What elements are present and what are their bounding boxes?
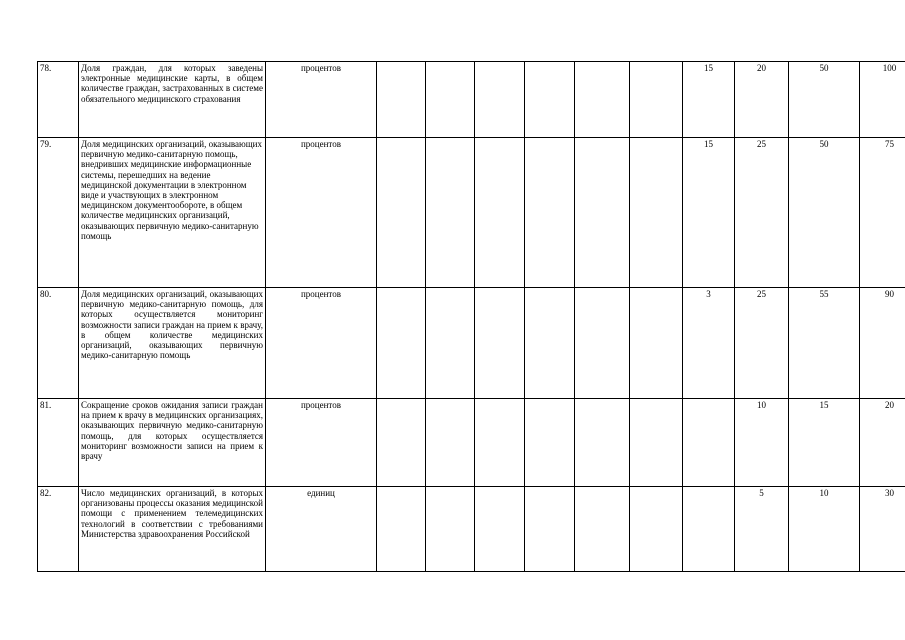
value-cell: 15 [683,62,735,138]
empty-cell [377,138,426,288]
empty-cell [630,62,683,138]
row-number: 80. [38,288,79,399]
empty-cell [377,62,426,138]
empty-cell [377,399,426,487]
empty-cell [575,399,630,487]
value-cell: 20 [860,399,905,487]
empty-cell [426,138,475,288]
indicator-description: Доля граждан, для которых заведены электронные медицинские карты, в общем количестве граждан, застрахованных в системе обязательного медицинского страхования [79,62,266,138]
value-cell: 25 [735,288,789,399]
value-cell: 50 [789,62,860,138]
unit-cell: процентов [266,62,377,138]
empty-cell [575,487,630,572]
row-number: 82. [38,487,79,572]
empty-cell [575,62,630,138]
value-cell: 50 [789,138,860,288]
row-number: 81. [38,399,79,487]
table-row [38,288,905,399]
empty-cell [575,138,630,288]
empty-cell [525,399,575,487]
value-cell: 100 [860,62,905,138]
row-number: 79. [38,138,79,288]
empty-cell [525,487,575,572]
value-cell [683,399,735,487]
indicator-description: Сокращение сроков ожидания записи граждан на прием к врачу в медицинских организациях, оказывающих первичную медико-санитарную помощь, для которых осуществляется мониторинг возможности записи на прием к врачу [79,399,266,487]
value-cell: 15 [789,399,860,487]
value-cell: 90 [860,288,905,399]
indicator-description: Число медицинских организаций, в которых организованы процессы оказания медицинской помощи с применением телемедицинских технологий в соответствии с требованиями Министерства здравоохранения Российской [79,487,266,572]
table-row [38,399,905,487]
value-cell: 55 [789,288,860,399]
empty-cell [475,487,525,572]
value-cell: 10 [789,487,860,572]
value-cell: 75 [860,138,905,288]
unit-cell: процентов [266,288,377,399]
empty-cell [525,138,575,288]
empty-cell [475,138,525,288]
unit-cell: процентов [266,138,377,288]
value-cell: 10 [735,399,789,487]
value-cell: 3 [683,288,735,399]
empty-cell [377,288,426,399]
empty-cell [475,62,525,138]
value-cell: 15 [683,138,735,288]
indicator-description: Доля медицинских организаций, оказывающих первичную медико-санитарную помощь, для которых осуществляется мониторинг возможности записи граждан на прием к врачу, в общем количестве медицинских организаций, оказывающих первичную медико-санитарную помощь [79,288,266,399]
indicator-table [37,61,905,572]
value-cell: 30 [860,487,905,572]
empty-cell [630,399,683,487]
unit-cell: единиц [266,487,377,572]
empty-cell [426,62,475,138]
empty-cell [475,288,525,399]
empty-cell [630,487,683,572]
empty-cell [475,399,525,487]
empty-cell [525,62,575,138]
row-number: 78. [38,62,79,138]
empty-cell [630,288,683,399]
empty-cell [575,288,630,399]
indicator-description: Доля медицинских организаций, оказывающих первичную медико-санитарную помощь, внедривших медицинские информационные системы, перешедших на ведение медицинской документации в электронном виде и участвующих в электронном медицинском документообороте, в общем количестве медицинских организаций, оказывающих первичную медико-санитарную помощь [79,138,266,288]
value-cell: 25 [735,138,789,288]
table-row [38,138,905,288]
empty-cell [426,288,475,399]
table-row [38,487,905,572]
value-cell [683,487,735,572]
value-cell: 20 [735,62,789,138]
empty-cell [426,487,475,572]
table-row [38,62,905,138]
empty-cell [377,487,426,572]
empty-cell [630,138,683,288]
empty-cell [525,288,575,399]
empty-cell [426,399,475,487]
value-cell: 5 [735,487,789,572]
unit-cell: процентов [266,399,377,487]
